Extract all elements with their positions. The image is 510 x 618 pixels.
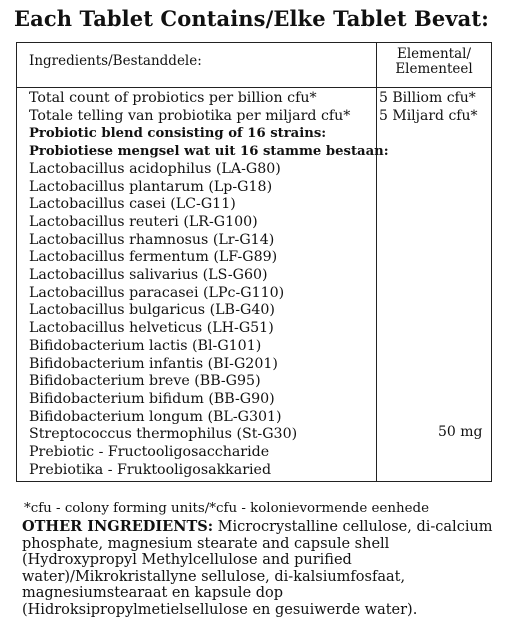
ingredient-row: Bifidobacterium infantis (BI-G201) xyxy=(29,355,278,372)
probiotic-count-af: 5 Miljard cfu* xyxy=(379,107,478,124)
ingredient-row: Lactobacillus plantarum (Lp-G18) xyxy=(29,178,273,195)
ingredients-table xyxy=(16,42,492,482)
ingredient-list xyxy=(29,90,389,479)
ingredient-row: Lactobacillus fermentum (LF-G89) xyxy=(29,249,278,266)
other-ingredients-text: Microcrystalline cellulose, di-calcium phosphate, magnesium stearate and capsule shell (Hydroxypropyl Methylcellulose and purified water)/Mikrokristallyne sellulose, di-kalsiumfosfaat, magnesiumstearaat en kapsule dop (Hidroksipropylmetielsellulose en gesuiwerde water). xyxy=(22,519,493,618)
ingredient-row: Lactobacillus bulgaricus (LB-G40) xyxy=(29,302,275,319)
probiotic-count-en: 5 Billiom cfu* xyxy=(379,90,476,106)
ingredient-row: Probiotiese mengsel wat uit 16 stamme bestaan: xyxy=(29,144,389,160)
ingredient-row: Prebiotic - Fructooligosaccharide xyxy=(29,444,270,461)
elemental-header-line1: Elemental/ xyxy=(397,46,471,62)
ingredient-row: Streptococcus thermophilus (St-G30) xyxy=(29,426,298,443)
header-divider xyxy=(17,87,491,88)
ingredient-row: Lactobacillus paracasei (LPc-G110) xyxy=(29,284,285,301)
ingredient-row: Lactobacillus rhamnosus (Lr-G14) xyxy=(29,231,275,248)
ingredient-row: Lactobacillus acidophilus (LA-G80) xyxy=(29,160,281,177)
ingredient-row: Probiotic blend consisting of 16 strains: xyxy=(29,126,327,142)
elemental-header-line2: Elementeel xyxy=(395,61,473,77)
ingredient-row: Bifidobacterium breve (BB-G95) xyxy=(29,373,261,390)
ingredient-row: Total count of probiotics per billion cfu* xyxy=(29,90,317,106)
ingredient-row: Lactobacillus reuteri (LR-G100) xyxy=(29,213,258,230)
ingredient-row: Prebiotika - Fruktooligosakkaried xyxy=(29,461,272,478)
ingredient-row: Lactobacillus helveticus (LH-G51) xyxy=(29,320,274,337)
ingredient-row: Bifidobacterium bifidum (BB-G90) xyxy=(29,390,275,407)
ingredient-row: Bifidobacterium lactis (Bl-G101) xyxy=(29,337,262,354)
ingredient-row: Lactobacillus casei (LC-G11) xyxy=(29,196,236,213)
column-divider xyxy=(376,43,377,481)
ingredient-row: Lactobacillus salivarius (LS-G60) xyxy=(29,267,268,284)
ingredient-row: Totale telling van probiotika per miljard cfu* xyxy=(29,107,351,124)
blend-amount: 50 mg xyxy=(438,424,483,440)
ingredients-header: Ingredients/Bestanddele: xyxy=(29,53,202,69)
page-title: Each Tablet Contains/Elke Tablet Bevat: xyxy=(14,6,490,31)
ingredient-row: Bifidobacterium longum (BL-G301) xyxy=(29,408,282,425)
other-ingredients-label: OTHER INGREDIENTS: xyxy=(22,518,214,535)
value-list xyxy=(379,90,477,125)
elemental-header xyxy=(377,47,491,77)
cfu-footnote: *cfu - colony forming units/*cfu - kolonievormende eenhede xyxy=(24,501,430,516)
other-ingredients xyxy=(22,519,502,618)
